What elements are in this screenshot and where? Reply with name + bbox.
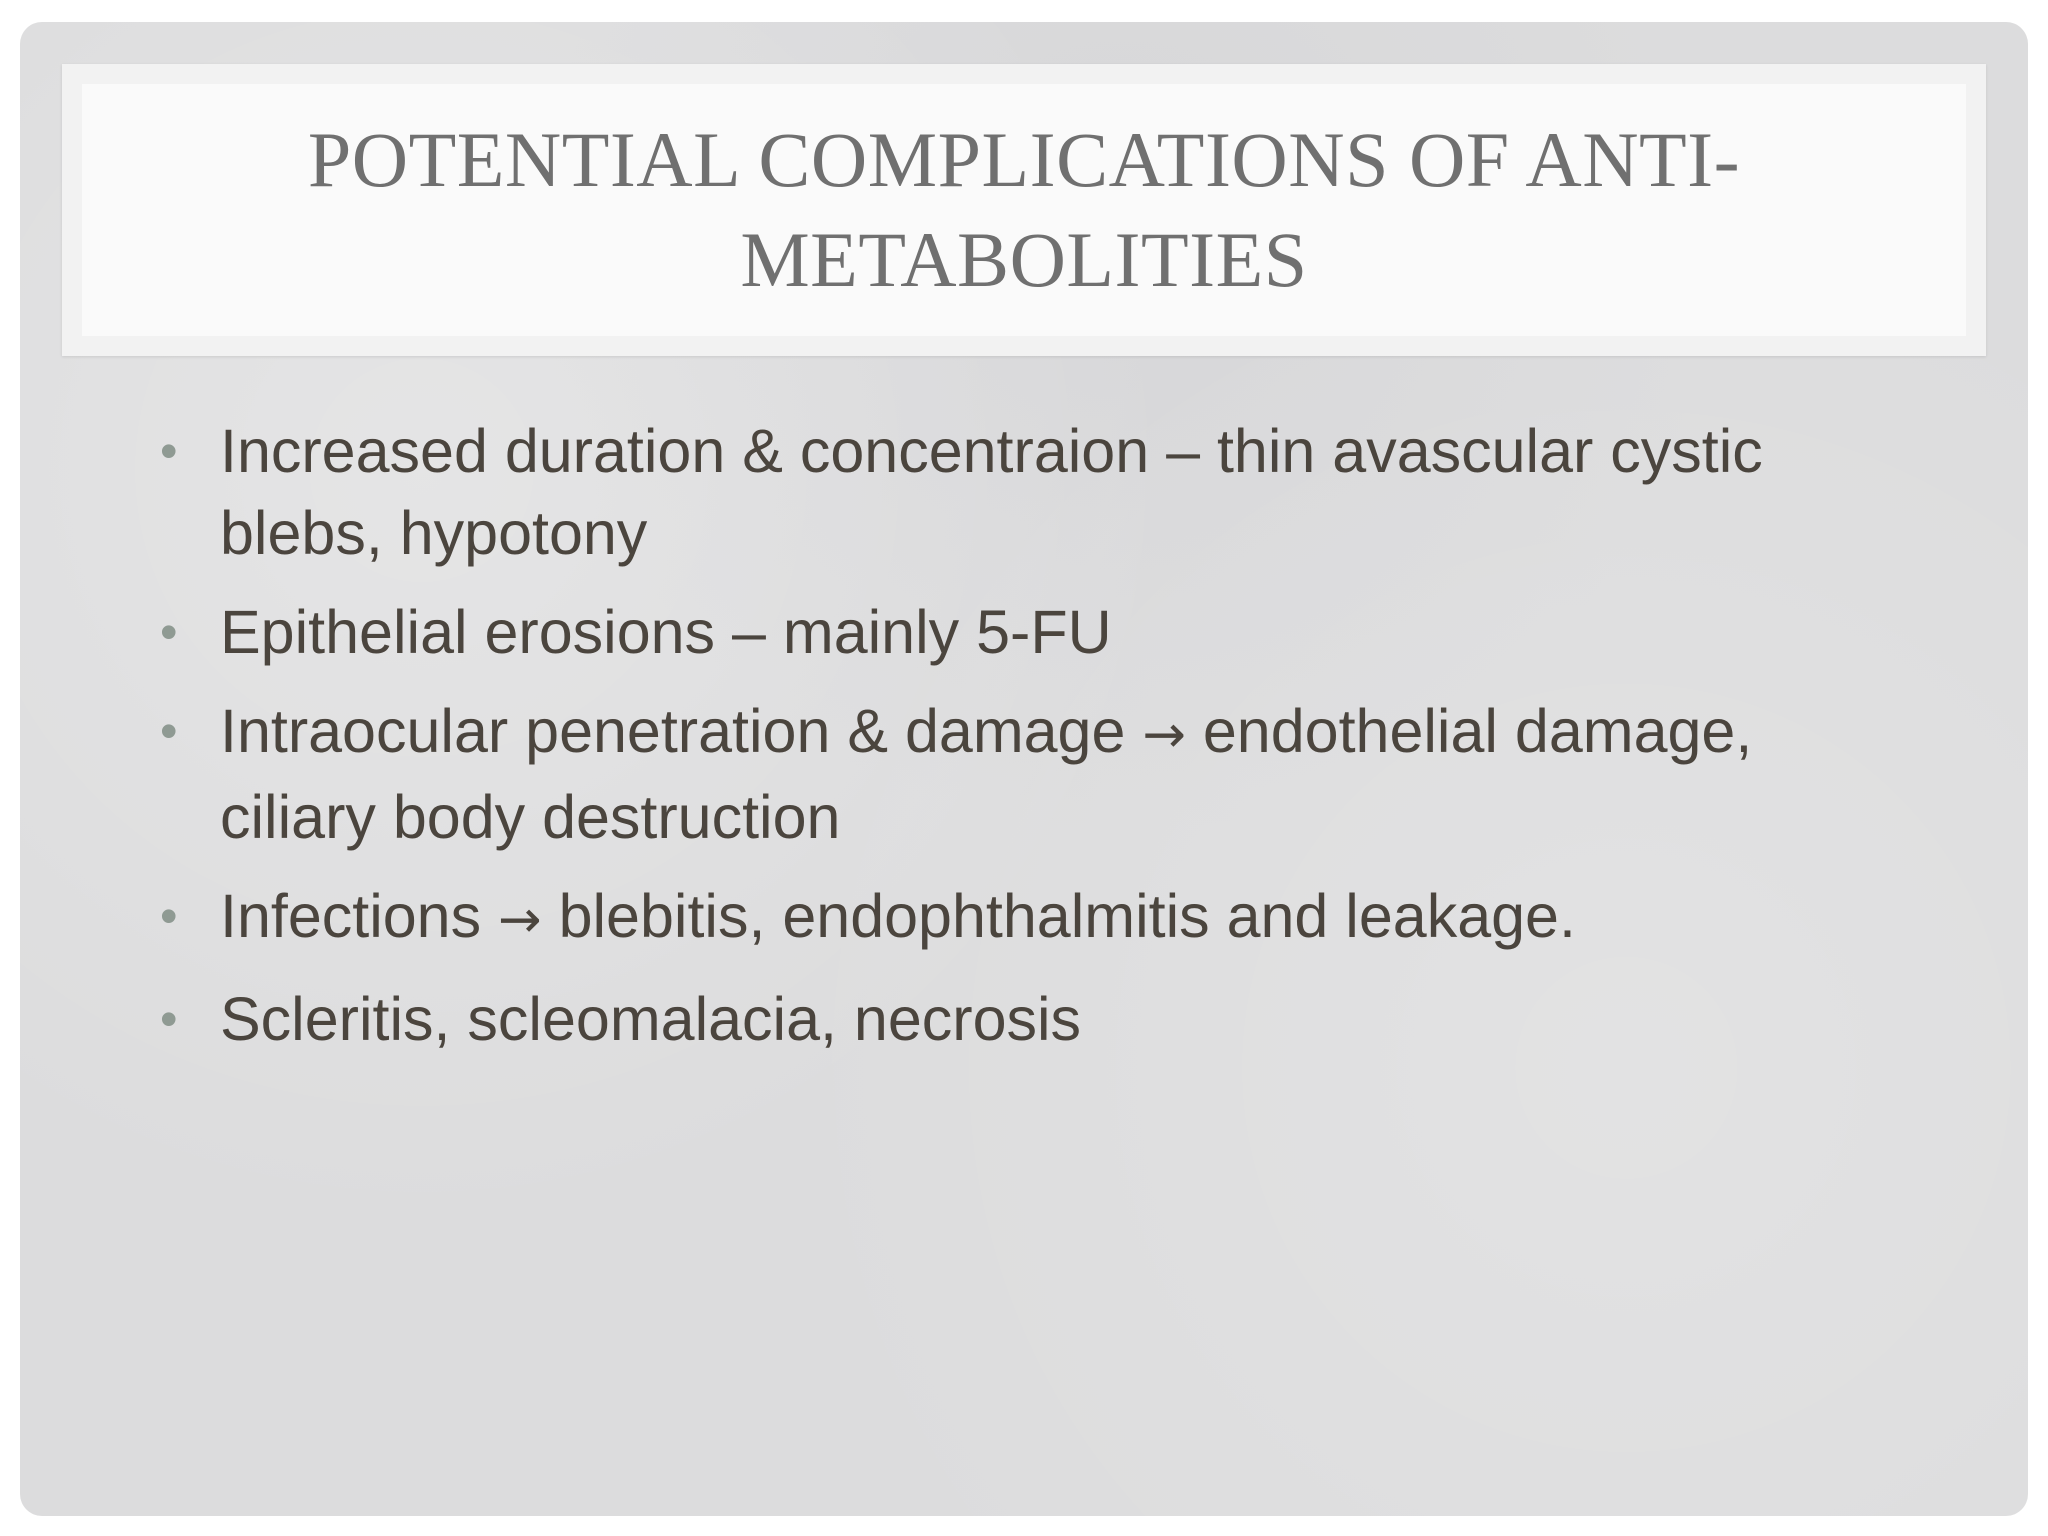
bullet-text: Infections [220, 882, 499, 950]
bullet-marker: • [160, 604, 178, 660]
bullet-marker: • [160, 423, 178, 479]
slide [20, 22, 2028, 1516]
bullet-text: Intraocular penetration & damage [220, 697, 1143, 765]
bullet-item-5 [146, 978, 1866, 1060]
bullet-list [146, 410, 1866, 1077]
slide-title: POTENTIAL COMPLICATIONS OF ANTI-METABOLITIES [307, 116, 1741, 303]
arrow-right-icon: → [498, 890, 542, 950]
bullet-item-3 [146, 690, 1866, 858]
bullet-text: Scleritis, scleomalacia, necrosis [220, 985, 1082, 1053]
bullet-text-continued: endothelial damage, ciliary body destruction [220, 697, 1753, 851]
arrow-right-icon: → [1142, 705, 1186, 765]
bullet-item-2 [146, 591, 1866, 673]
bullet-marker: • [160, 991, 178, 1047]
title-box [62, 64, 1986, 356]
bullet-item-1 [146, 410, 1866, 574]
bullet-text-continued: blebitis, endophthalmitis and leakage. [541, 882, 1576, 950]
bullet-text: Epithelial erosions – mainly 5-FU [220, 598, 1112, 666]
bullet-marker: • [160, 888, 178, 944]
bullet-item-4 [146, 875, 1866, 961]
bullet-text: Increased duration & concentraion – thin avascular cystic blebs, hypotony [220, 417, 1763, 567]
bullet-marker: • [160, 703, 178, 759]
